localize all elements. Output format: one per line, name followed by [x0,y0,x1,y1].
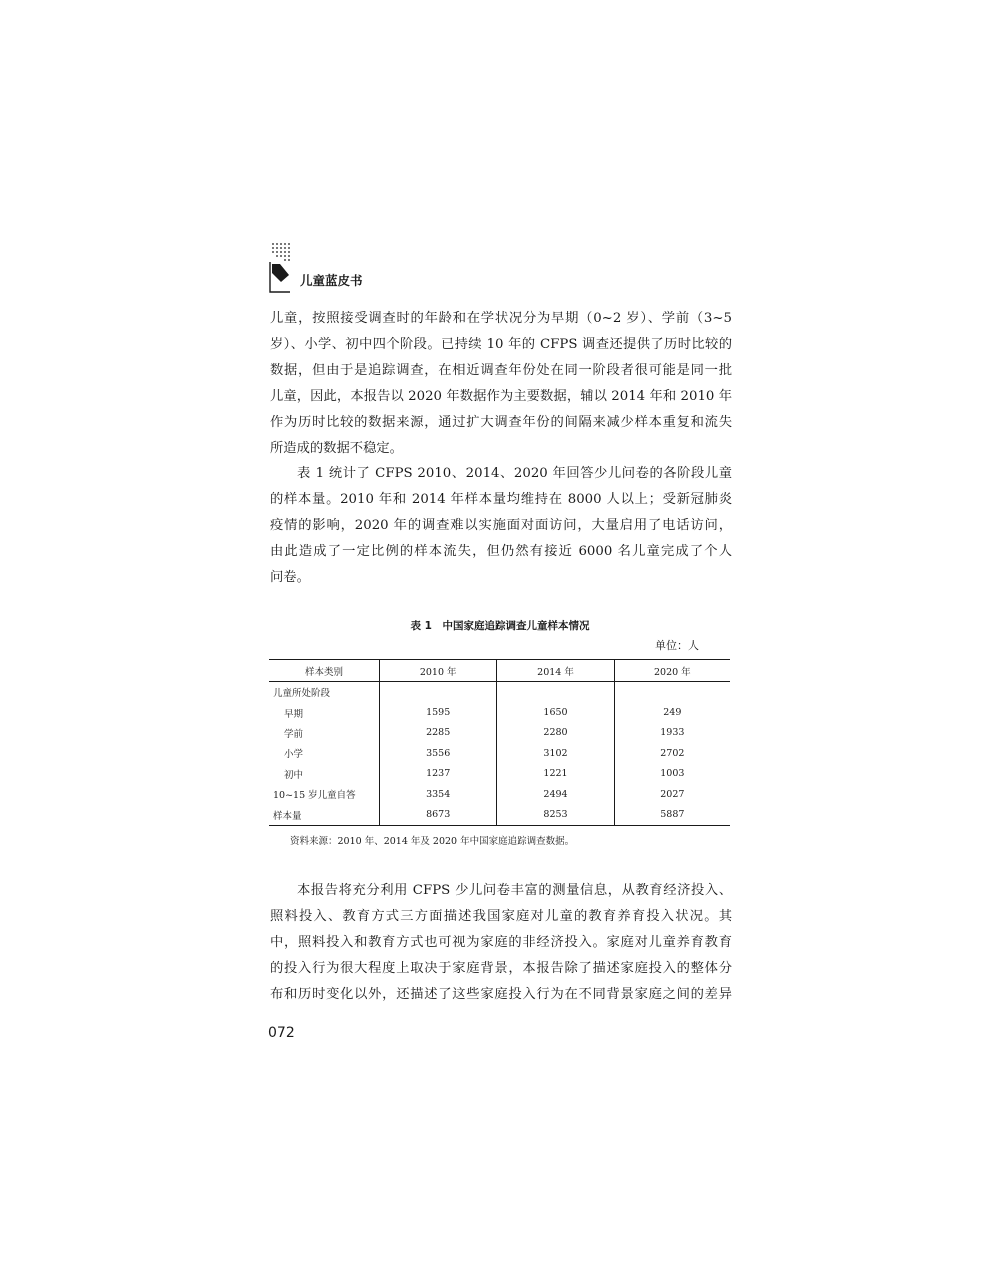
table-unit: 单位：人 [655,639,699,652]
table-cell: 1650 [497,702,614,722]
text-line: 岁）、小学、初中四个阶段。已持续 10 年的 CFPS 调查还提供了历时比较的 [270,337,732,352]
row-label: 10~15 岁儿童自答 [273,790,356,802]
table-cell [614,682,730,703]
table-cell: 1237 [380,764,497,784]
paragraph-1 [270,306,732,462]
table-header-cell: 样本类别 [304,666,343,678]
table-cell: 1221 [497,764,614,784]
table-row [269,723,730,743]
text-line: 照料投入、教育方式三方面描述我国家庭对儿童的教育养育投入状况。其 [270,909,732,924]
text-line: 疫情的影响，2020 年的调查难以实施面对面访问，大量启用了电话访问， [270,518,732,533]
table-header-cell: 2020 年 [614,660,730,682]
table-cell: 2702 [614,743,730,763]
row-label: 初中 [284,769,304,781]
table-header-cell: 2010 年 [380,660,497,682]
table-cell: 3354 [380,784,497,804]
row-label: 样本量 [273,810,302,822]
table-cell: 8253 [497,804,614,825]
row-label: 儿童所处阶段 [273,688,331,700]
text-line: 中，照料投入和教育方式也可视为家庭的非经济投入。家庭对儿童养育教育 [270,935,732,950]
page-number: 072 [268,1025,295,1041]
table-header-cell: 2014 年 [497,660,614,682]
text-line: 作为历时比较的数据来源，通过扩大调查年份的间隔来减少样本重复和流失 [270,415,732,430]
book-series-title: 儿童蓝皮书 [300,273,363,288]
table-header-row [269,660,730,682]
table-row [269,702,730,722]
table-cell [497,682,614,703]
text-line: 布和历时变化以外，还描述了这些家庭投入行为在不同背景家庭之间的差异 [270,987,732,1002]
text-line: 的投入行为很大程度上取决于家庭背景，本报告除了描述家庭投入的整体分 [270,961,732,976]
text-line: 本报告将充分利用 CFPS 少儿问卷丰富的测量信息，从教育经济投入、 [297,883,732,898]
sample-table [269,659,730,826]
table-cell: 2494 [497,784,614,804]
table-row [269,743,730,763]
table-source-note: 资料来源：2010 年、2014 年及 2020 年中国家庭追踪调查数据。 [290,836,575,847]
table-row [269,784,730,804]
table-cell: 8673 [380,804,497,825]
text-line: 的样本量。2010 年和 2014 年样本量均维持在 8000 人以上；受新冠肺炎 [270,492,732,507]
text-line: 由此造成了一定比例的样本流失，但仍然有接近 6000 名儿童完成了个人 [270,544,732,559]
table-cell: 1933 [614,723,730,743]
table-cell: 1595 [380,702,497,722]
table-row [269,764,730,784]
table-cell: 2027 [614,784,730,804]
text-line: 所造成的数据不稳定。 [270,441,403,456]
table-cell: 2280 [497,723,614,743]
table-cell: 3556 [380,743,497,763]
text-line: 儿童，因此，本报告以 2020 年数据作为主要数据，辅以 2014 年和 2010 年 [270,389,732,404]
table-row [269,682,730,703]
table-cell: 5887 [614,804,730,825]
book-series-logo-icon [268,242,292,294]
table-caption: 表 1 中国家庭追踪调查儿童样本情况 [410,620,590,632]
row-label: 学前 [284,728,304,740]
text-line: 儿童，按照接受调查时的年龄和在学状况分为早期（0~2 岁）、学前（3~5 [270,311,732,326]
row-label: 小学 [284,749,304,761]
text-line: 数据，但由于是追踪调查，在相近调查年份处在同一阶段者很可能是同一批 [270,363,732,378]
paragraph-2 [270,461,732,591]
table-cell: 2285 [380,723,497,743]
table-cell [380,682,497,703]
table-row [269,804,730,825]
text-line: 问卷。 [270,570,310,585]
row-label: 早期 [284,708,304,720]
table-cell: 249 [614,702,730,722]
table-cell: 1003 [614,764,730,784]
text-line: 表 1 统计了 CFPS 2010、2014、2020 年回答少儿问卷的各阶段儿童 [297,466,732,481]
paragraph-3 [270,878,732,1008]
table-cell: 3102 [497,743,614,763]
